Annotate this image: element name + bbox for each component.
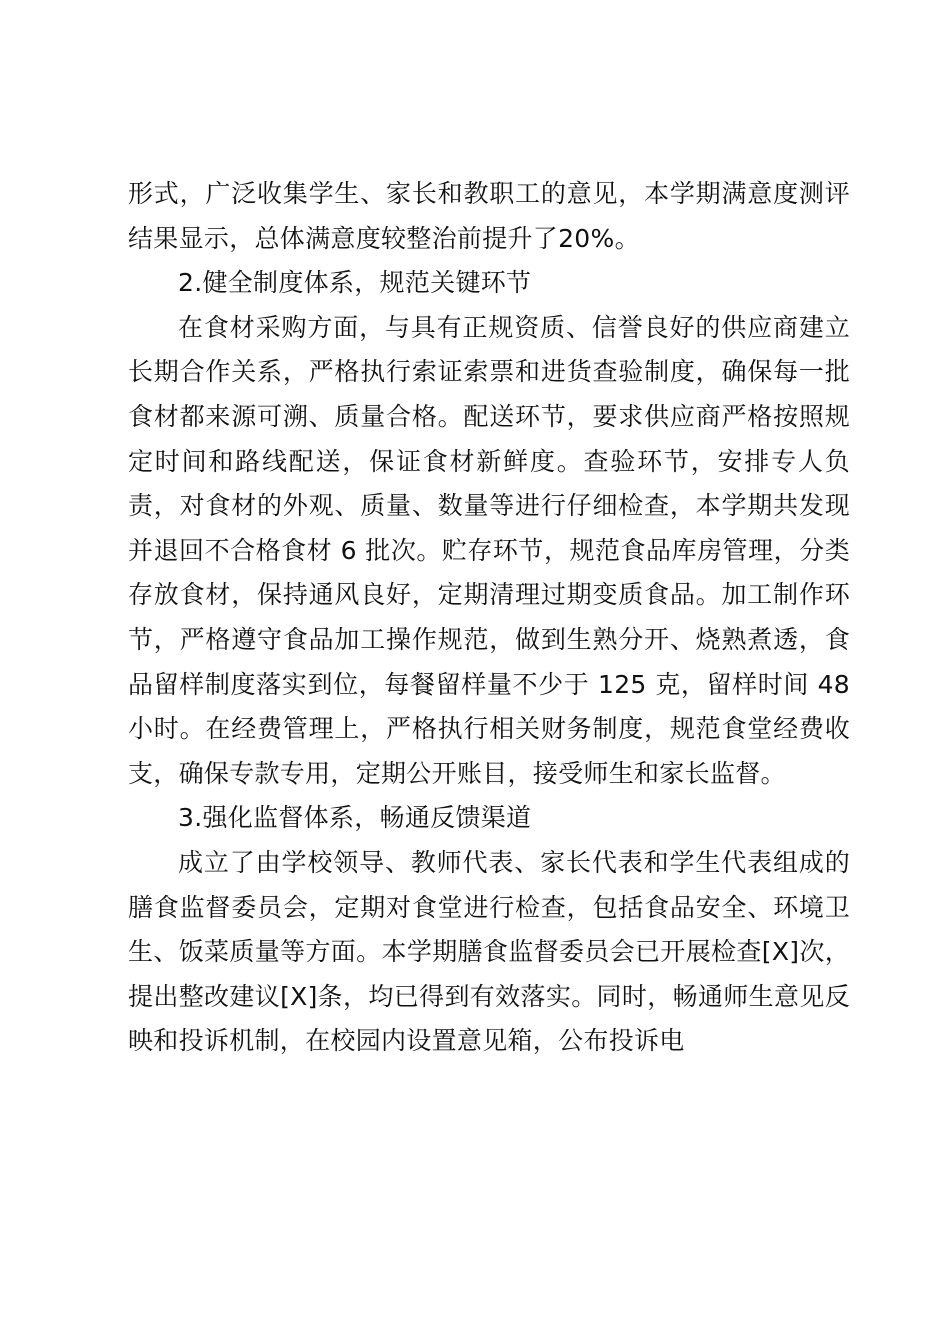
paragraph-satisfaction-survey: 形式，广泛收集学生、家长和教职工的意见，本学期满意度测评结果显示，总体满意度较整治前提升了20%。 [128,179,850,253]
section-heading-3: 3.强化监督体系，畅通反馈渠道 [178,803,532,833]
paragraph-procurement: 在食材采购方面，与具有正规资质、信誉良好的供应商建立长期合作关系，严格执行索证索票和进货查验制度，确保每一批食材都来源可溯、质量合格。配送环节，要求供应商严格按照规定时间和路线配送，保证食材新鲜度。查验环节，安排专人负责，对食材的外观、质量、数量等进行仔细检查，本学期共发现并退回不合格食材 6 批次。贮存环节，规范食品库房管理，分类存放食材，保持通风良好，定期清理过期变质食品。加工制作环节，严格遵守食品加工操作规范，做到生熟分开、烧熟煮透，食品留样制度落实到位，每餐留样量不少于 125 克，留样时间 48 小时。在经费管理上，严格执行相关财务制度，规范食堂经费收支，确保专款专用，定期公开账目，接受师生和家长监督。 [128,312,850,788]
paragraph-supervision: 成立了由学校领导、教师代表、家长代表和学生代表组成的膳食监督委员会，定期对食堂进行检查，包括食品安全、环境卫生、饭菜质量等方面。本学期膳食监督委员会已开展检查[X]次，提出整改建议[X]条，均已得到有效落实。同时，畅通师生意见反映和投诉机制，在校园内设置意见箱，公布投诉电 [128,847,850,1056]
section-heading-2: 2.健全制度体系，规范关键环节 [178,268,532,298]
document-body [128,172,850,1064]
